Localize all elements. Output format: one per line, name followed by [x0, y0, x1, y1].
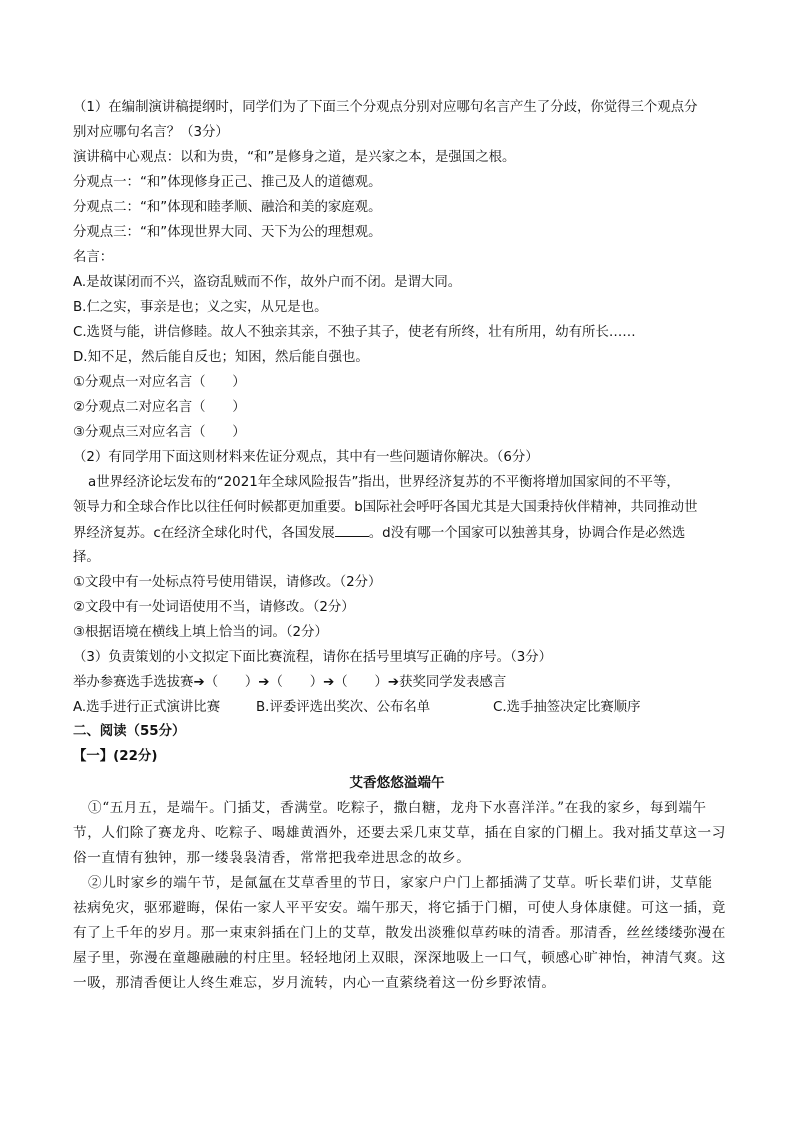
- answer-line-2: ②分观点二对应名言（ ）: [73, 400, 246, 415]
- q1-prompt-line1: （1）在编制演讲稿提纲时，同学们为了下面三个分观点分别对应哪句名言产生了分歧，你觉得三个观点分: [73, 100, 698, 115]
- sub-viewpoint-2: 分观点二：“和”体现和睦孝顺、融洽和美的家庭观。: [73, 200, 382, 215]
- article-line: 一吸，那清香便让人终生难忘，岁月流转，内心一直萦绕着这一份乡野浓情。: [73, 975, 556, 991]
- part-one-heading: 【一】(22分): [73, 749, 158, 764]
- q3-prompt: （3）负责策划的小文拟定下面比赛流程，请你在括号里填写正确的序号。（3分）: [73, 650, 553, 665]
- q2-prompt: （2）有同学用下面这则材料来佐证分观点，其中有一些问题请你解决。（6分）: [73, 450, 539, 465]
- article-line: 祛病免灾，驱邪避晦，保佑一家人平平安安。端午那天，将它插于门楣，可使人身体康健。可这一插，竟: [73, 900, 726, 916]
- material-line-3-before: 界经济复苏。c在经济全球化时代，各国发展: [73, 526, 335, 541]
- q1-prompt-line2: 别对应哪句名言？（3分）: [73, 125, 229, 140]
- article-line: 有了上千年的岁月。那一束束斜插在门上的艾草，散发出淡雅似草药味的清香。那清香，丝丝缕缕弥漫在: [73, 925, 726, 941]
- material-line-1: a世界经济论坛发布的“2021年全球风险报告”指出，世界经济复苏的不平衡将增加国家间的不平等，: [88, 475, 680, 490]
- quotes-label: 名言：: [73, 250, 114, 265]
- quote-c: C.选贤与能，讲信修睦。故人不独亲其亲，不独子其子，使老有所终，壮有所用，幼有所长……: [73, 325, 636, 340]
- article-title: 艾香悠悠溢端午: [349, 775, 445, 791]
- option-b: B.评委评选出奖次、公布名单: [256, 700, 431, 715]
- answer-line-3: ③分观点三对应名言（ ）: [73, 425, 246, 440]
- option-c: C.选手抽签决定比赛顺序: [493, 700, 641, 715]
- q2-task-2: ②文段中有一处词语使用不当，请修改。（2分）: [73, 600, 355, 615]
- material-line-3-after: 。d没有哪一个国家可以独善其身，协调合作是必然选: [368, 526, 686, 541]
- q2-task-1: ①文段中有一处标点符号使用错误，请修改。（2分）: [73, 575, 382, 590]
- contest-flow: 举办参赛选手选拔赛➔（ ）➔（ ）➔（ ）➔获奖同学发表感言: [73, 675, 507, 690]
- fill-in-blank[interactable]: [335, 524, 369, 537]
- answer-line-1: ①分观点一对应名言（ ）: [73, 375, 246, 390]
- article-line: 屋子里，弥漫在童趣融融的村庄里。轻轻地闭上双眼，深深地吸上一口气，顿感心旷神怡，神清气爽。这: [73, 950, 726, 966]
- quote-d: D.知不足，然后能自反也；知困，然后能自强也。: [73, 350, 369, 365]
- article-line: ②儿时家乡的端午节，是氤氲在艾草香里的节日，家家户户门上都插满了艾草。听长辈们讲，艾草能: [88, 875, 713, 891]
- sub-viewpoint-3: 分观点三：“和”体现世界大同、天下为公的理想观。: [73, 225, 382, 240]
- article-line: 俗一直情有独钟，那一缕袅袅清香，常常把我牵进思念的故乡。: [73, 850, 471, 866]
- material-line-3: [73, 524, 685, 543]
- quote-a: A.是故谋闭而不兴，盗窃乱贼而不作，故外户而不闭。是谓大同。: [73, 275, 462, 290]
- q2-task-3: ③根据语境在横线上填上恰当的词。（2分）: [73, 625, 328, 640]
- material-line-2: 领导力和全球合作比以往任何时候都更加重要。b国际社会呼吁各国尤其是大国秉持伙伴精神，共同推动世: [73, 500, 698, 515]
- material-line-4: 择。: [73, 550, 100, 565]
- option-a: A.选手进行正式演讲比赛: [73, 700, 221, 715]
- article-line: ①“五月五，是端午。门插艾，香满堂。吃粽子，撒白糖，龙舟下水喜洋洋。”在我的家乡，每到端午: [88, 800, 707, 816]
- sub-viewpoint-1: 分观点一：“和”体现修身正己、推己及人的道德观。: [73, 175, 382, 190]
- article-line: 节，人们除了赛龙舟、吃粽子、喝雄黄酒外，还要去采几束艾草，插在自家的门楣上。我对插艾草这一习: [73, 825, 726, 841]
- quote-b: B.仁之实，事亲是也；义之实，从兄是也。: [73, 300, 328, 315]
- section-heading-reading: 二、阅读（55分）: [73, 724, 186, 739]
- central-viewpoint: 演讲稿中心观点：以和为贵，“和”是修身之道，是兴家之本，是强国之根。: [73, 150, 516, 165]
